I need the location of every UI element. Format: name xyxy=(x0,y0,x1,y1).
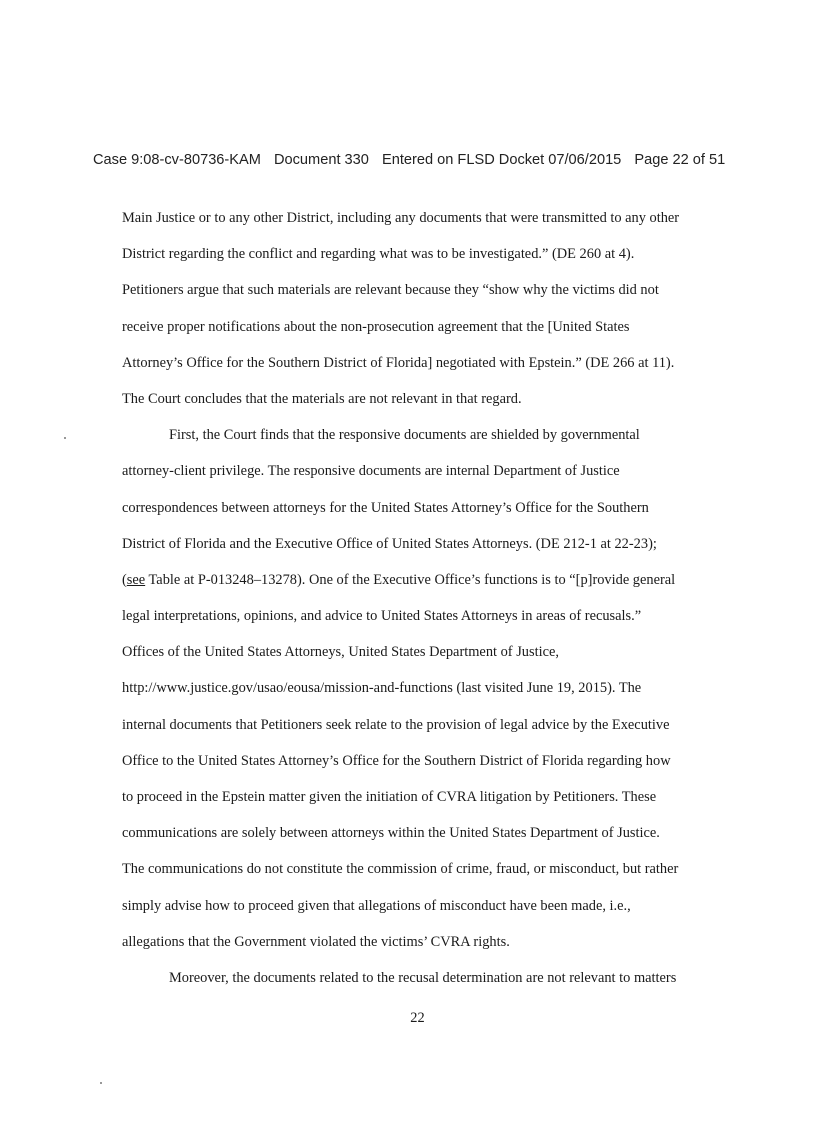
body-line: communications are solely between attorneys within the United States Department of Justice. xyxy=(122,825,660,842)
body-line: to proceed in the Epstein matter given the initiation of CVRA litigation by Petitioners. These xyxy=(122,789,657,805)
body-line: The communications do not constitute the commission of crime, fraud, or misconduct, but rather xyxy=(122,861,679,878)
opinion-body xyxy=(122,200,722,996)
body-line: receive proper notifications about the non-prosecution agreement that the [United States xyxy=(122,318,630,335)
scan-speck xyxy=(64,437,66,439)
body-line: District of Florida and the Executive Office of United States Attorneys. (DE 212-1 at 22-23); xyxy=(122,535,657,552)
body-line-url: http://www.justice.gov/usao/eousa/mission-and-functions (last visited June 19, 2015). The xyxy=(122,680,642,697)
see-signal: see xyxy=(126,571,146,588)
body-line: Attorney’s Office for the Southern District of Florida] negotiated with Epstein.” (DE 266 at 11). xyxy=(122,354,675,371)
body-line: The Court concludes that the materials are not relevant in that regard. xyxy=(122,390,522,407)
body-line: correspondences between attorneys for the United States Attorney’s Office for the Southern xyxy=(122,499,649,516)
body-line: allegations that the Government violated the victims’ CVRA rights. xyxy=(122,933,510,950)
body-line: legal interpretations, opinions, and advice to United States Attorneys in areas of recusals.” xyxy=(122,608,642,625)
citation-text: Table at P-013248–13278). One of the Executive Office’s functions is to “[p]rovide general xyxy=(148,571,676,588)
page-number: 22 xyxy=(410,1010,425,1026)
body-line: Office to the United States Attorney’s Office for the Southern District of Florida regarding how xyxy=(122,752,671,769)
body-line: internal documents that Petitioners seek relate to the provision of legal advice by the Executive xyxy=(122,716,670,733)
docket-entry: Entered on FLSD Docket 07/06/2015 xyxy=(381,152,622,168)
body-line: attorney-client privilege. The responsive documents are internal Department of Justice xyxy=(122,463,620,480)
body-line-citation: (see Table at P-013248–13278). One of the Executive Office’s functions is to “[p]rovide general xyxy=(122,571,676,588)
paragraph-first-line: Moreover, the documents related to the recusal determination are not relevant to matters xyxy=(169,969,677,986)
body-line: Offices of the United States Attorneys, United States Department of Justice, xyxy=(122,644,559,661)
body-line: District regarding the conflict and regarding what was to be investigated.” (DE 260 at 4). xyxy=(122,246,635,263)
case-number: Case 9:08-cv-80736-KAM xyxy=(93,152,261,168)
scan-speck xyxy=(100,1082,102,1084)
page-of-total: Page 22 of 51 xyxy=(634,152,726,168)
body-line: Petitioners argue that such materials are relevant because they “show why the victims did not xyxy=(122,282,659,299)
case-header xyxy=(93,152,753,168)
paragraph-first-line: First, the Court finds that the responsive documents are shielded by governmental xyxy=(169,427,640,444)
body-line: simply advise how to proceed given that allegations of misconduct have been made, i.e., xyxy=(122,897,631,914)
document-number: Document 330 xyxy=(273,152,369,168)
body-line: Main Justice or to any other District, including any documents that were transmitted to any other xyxy=(122,210,680,226)
